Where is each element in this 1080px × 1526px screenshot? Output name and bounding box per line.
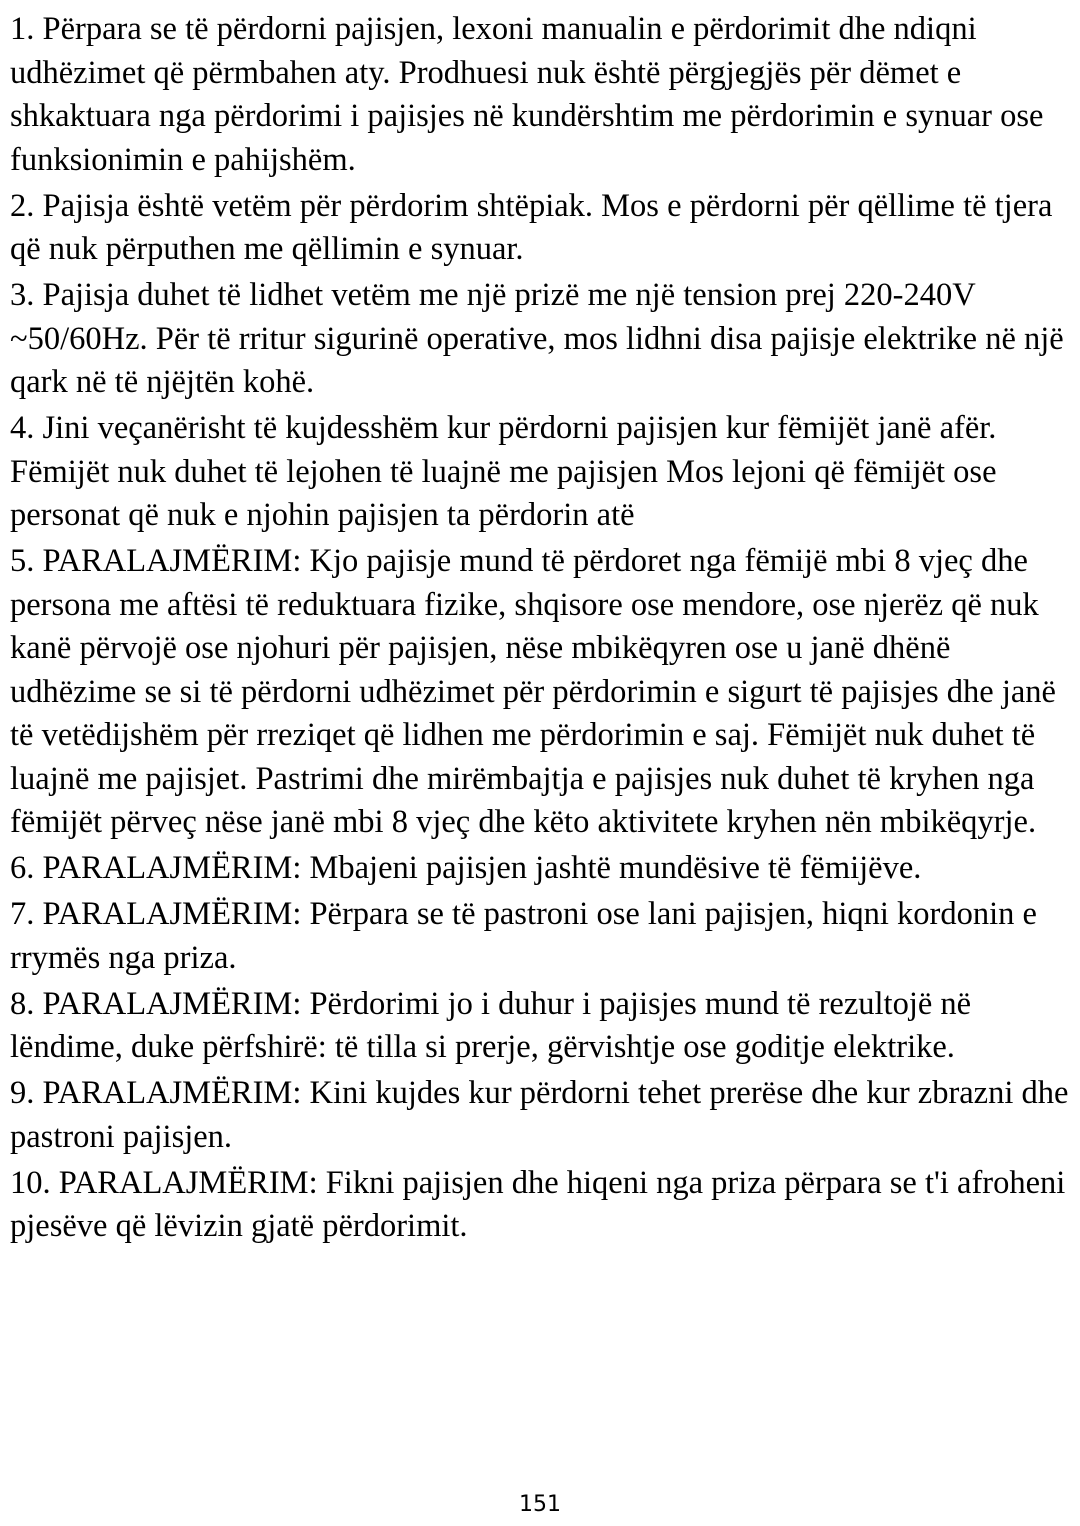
instructions-list bbox=[10, 8, 1072, 1251]
instruction-8: 8. PARALAJMËRIM: Përdorimi jo i duhur i pajisjes mund të rezultojë në lëndime, duke përfshirë: të tilla si prerje, gërvishtje ose goditje elektrike. bbox=[10, 985, 972, 1065]
instruction-6: 6. PARALAJMËRIM: Mbajeni pajisjen jashtë mundësive të fëmijëve. bbox=[10, 850, 922, 886]
page-number: 151 bbox=[519, 1492, 561, 1517]
instruction-4: 4. Jini veçanërisht të kujdesshëm kur përdorni pajisjen kur fëmijët janë afër. Fëmijët nuk duhet të lejohen të luajnë me pajisjen Mos lejoni që fëmijët ose personat që nuk e njohin pajisjen ta përdorin atë bbox=[10, 410, 997, 533]
instruction-1: 1. Përpara se të përdorni pajisjen, lexoni manualin e përdorimit dhe ndiqni udhëzimet që përmbahen aty. Prodhuesi nuk është përgjegjës për dëmet e shkaktuara nga përdorimi i pajisjes në kundërshtim me përdorimin e synuar ose funksionimin e pahijshëm. bbox=[10, 11, 1044, 178]
instruction-9: 9. PARALAJMËRIM: Kini kujdes kur përdorni tehet prerëse dhe kur zbrazni dhe pastroni pajisjen. bbox=[10, 1075, 1069, 1155]
instruction-7: 7. PARALAJMËRIM: Përpara se të pastroni ose lani pajisjen, hiqni kordonin e rrymës nga priza. bbox=[10, 896, 1037, 976]
instruction-3: 3. Pajisja duhet të lidhet vetëm me një prizë me një tension prej 220-240V ~50/60Hz. Për të rritur sigurinë operative, mos lidhni disa pajisje elektrike në një qark në të njëjtën kohë. bbox=[10, 277, 1064, 400]
instruction-5: 5. PARALAJMËRIM: Kjo pajisje mund të përdoret nga fëmijë mbi 8 vjeç dhe persona me aftësi të reduktuara fizike, shqisore ose mendore, ose njerëz që nuk kanë përvojë ose njohuri për pajisjen, nëse mbikëqyren ose u janë dhënë udhëzime se si të përdorni udhëzimet për përdorimin e sigurt të pajisjes dhe janë të vetëdijshëm për rreziqet që lidhen me përdorimin e saj. Fëmijët nuk duhet të luajnë me pajisjet. Pastrimi dhe mirëmbajtja e pajisjes nuk duhet të kryhen nga fëmijët përveç nëse janë mbi 8 vjeç dhe këto aktivitete kryhen nën mbikëqyrje. bbox=[10, 543, 1056, 840]
instruction-2: 2. Pajisja është vetëm për përdorim shtëpiak. Mos e përdorni për qëllime të tjera që nuk përputhen me qëllimin e synuar. bbox=[10, 187, 1053, 267]
instruction-10: 10. PARALAJMËRIM: Fikni pajisjen dhe hiqeni nga priza përpara se t'i afroheni pjesëve që lëvizin gjatë përdorimit. bbox=[10, 1164, 1066, 1244]
